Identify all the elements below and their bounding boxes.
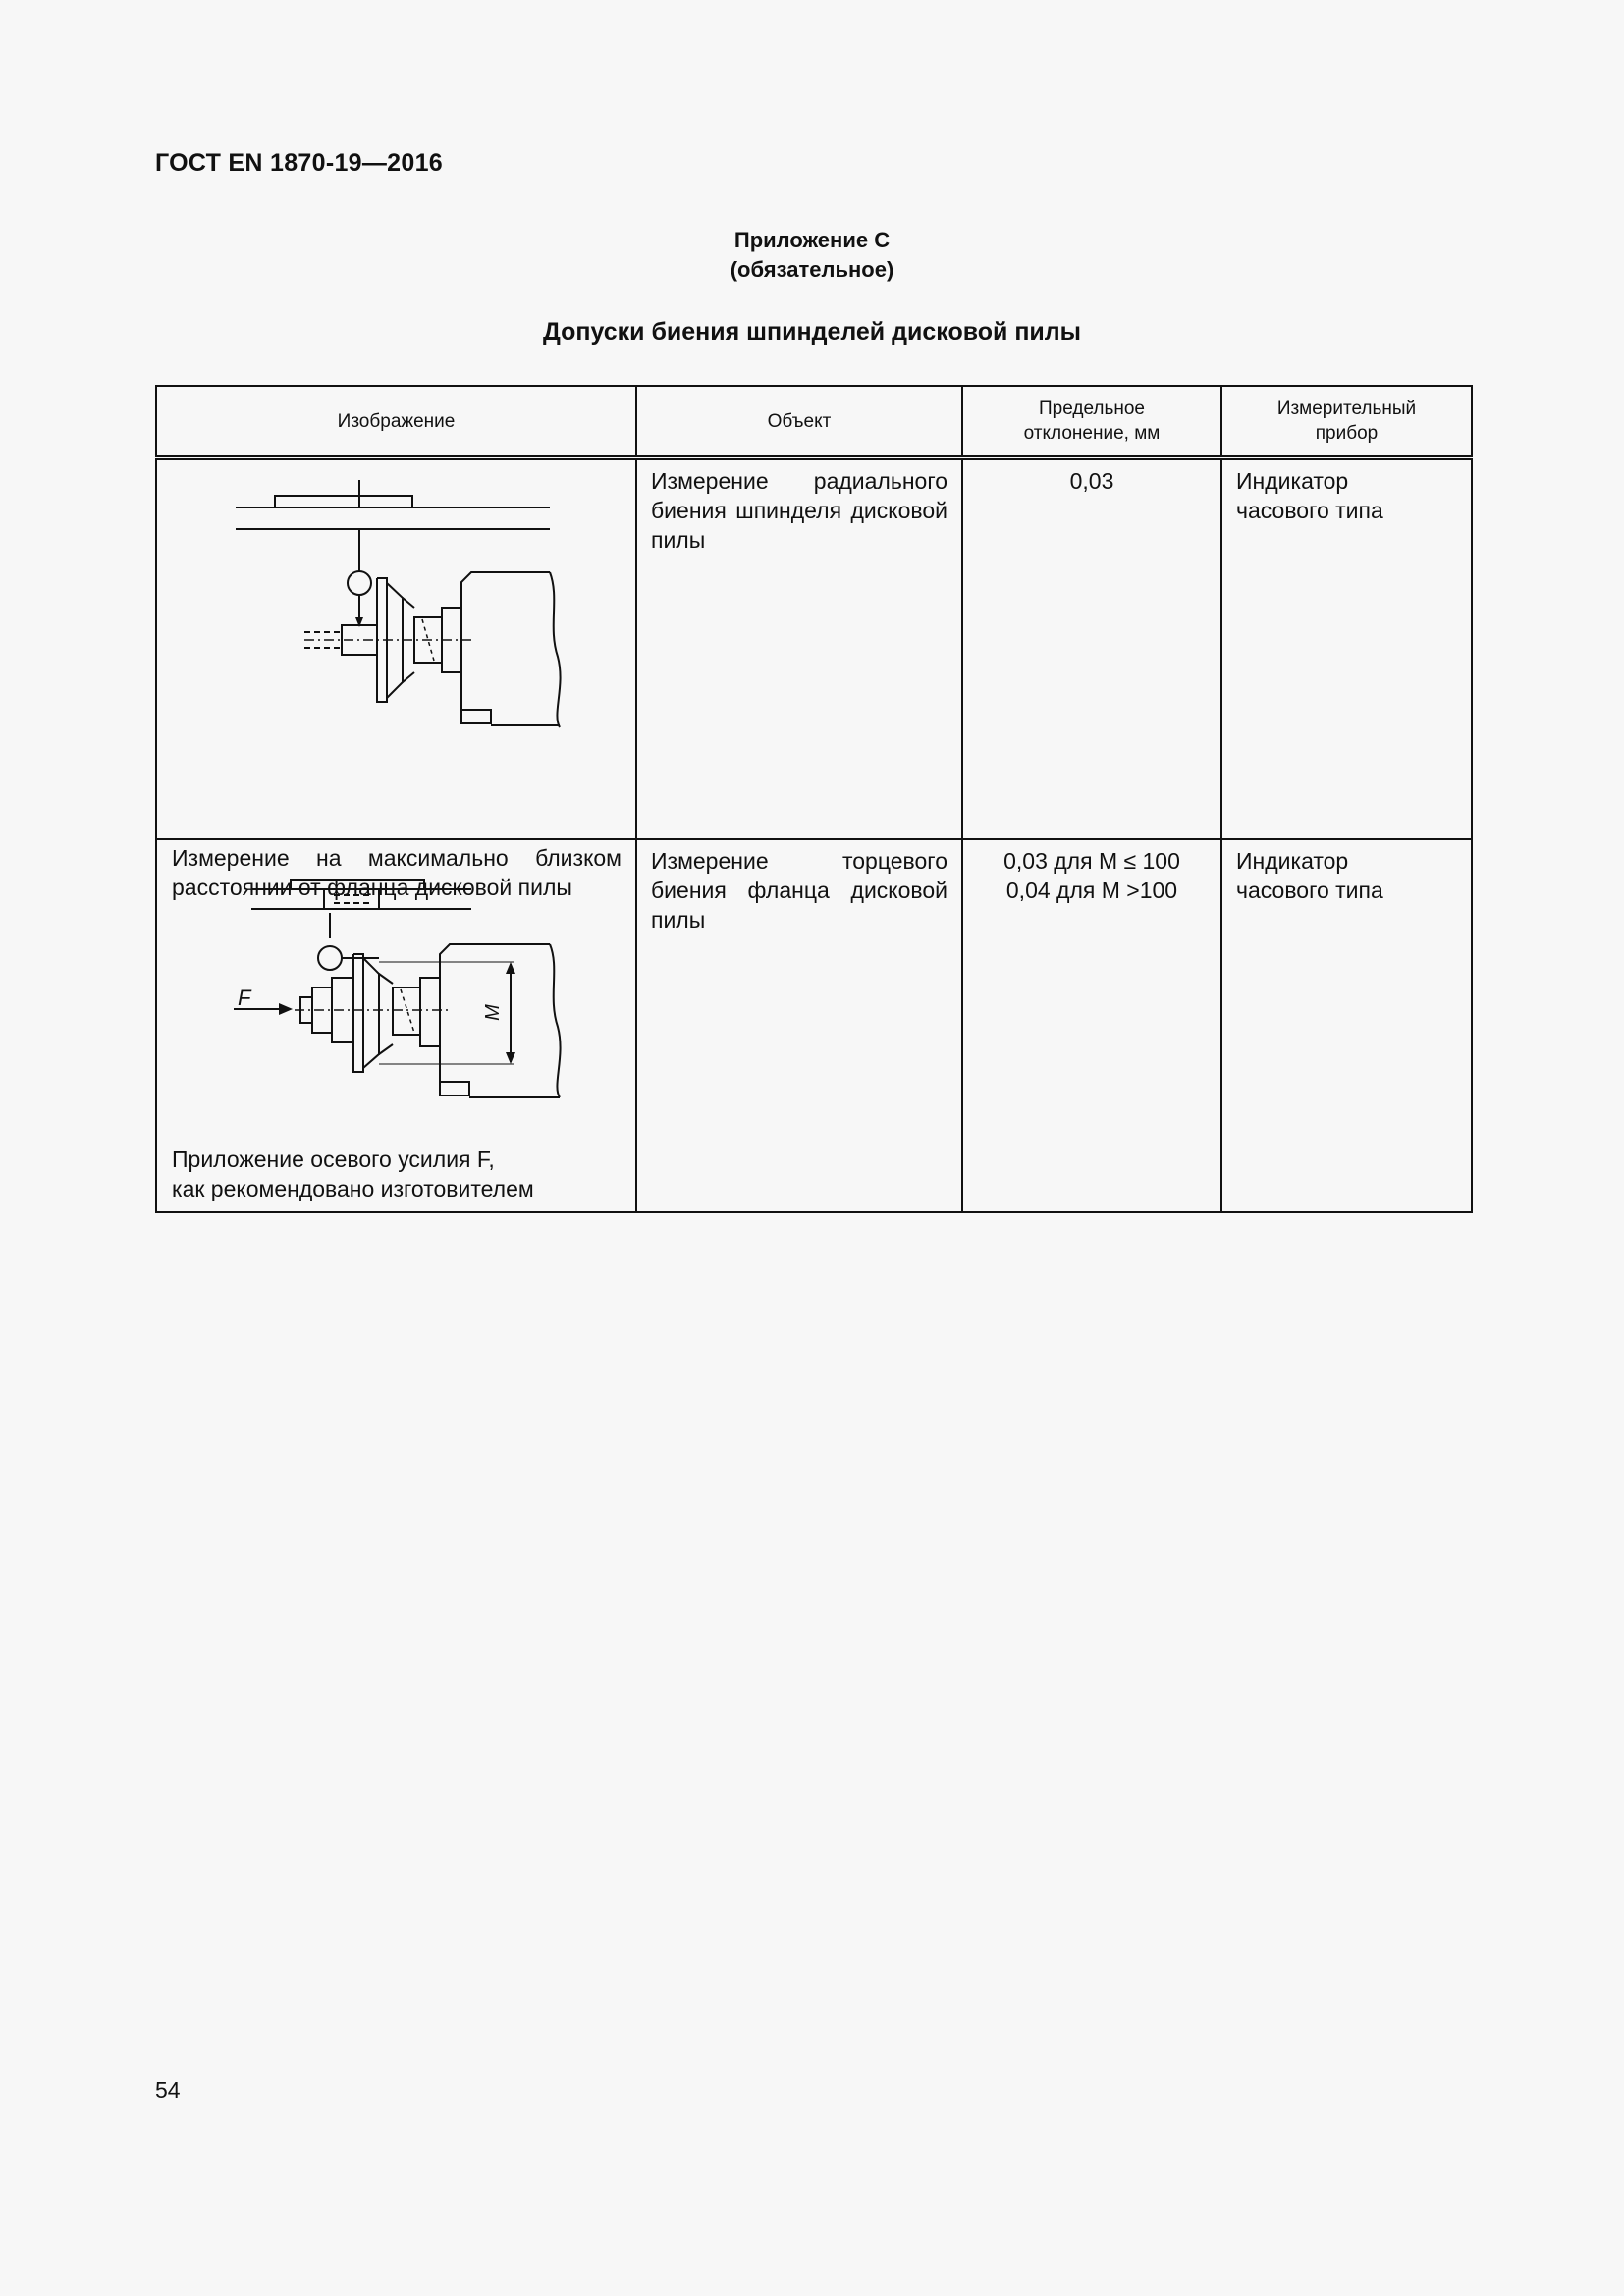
header-deviation-line2: отклонение, мм — [1023, 423, 1161, 444]
row2-image-cell — [156, 839, 636, 1212]
table-header-row — [156, 386, 1472, 458]
row1-caption-line1: Измерение на максимально близком — [172, 845, 622, 871]
header-image — [156, 386, 636, 458]
appendix-heading — [0, 226, 1624, 285]
appendix-title: Приложение С — [733, 228, 891, 252]
table-row — [156, 839, 1472, 1212]
row1-caption-line2: расстоянии от фланца дисковой пилы — [172, 875, 572, 900]
section-title: Допуски биения шпинделей дисковой пилы — [542, 318, 1082, 346]
header-instrument-line1: Измерительный — [1276, 399, 1417, 419]
row2-instrument-cell — [1221, 839, 1472, 1212]
row1-image-cell — [156, 458, 636, 900]
row1-deviation: 0,03 — [1069, 468, 1114, 494]
header-instrument-line2: прибор — [1315, 423, 1379, 444]
row2-instrument: Индикатор часового типа — [1236, 847, 1383, 903]
row2-deviation — [963, 840, 1220, 905]
row2-caption — [172, 1145, 622, 1203]
header-deviation — [962, 386, 1221, 458]
row1-object: Измерение радиального биения шпинделя дисковой пилы — [651, 468, 947, 553]
row2-deviation-line1: 0,03 для M ≤ 100 — [1003, 847, 1180, 874]
page-number: 54 — [155, 2077, 181, 2103]
tolerance-table — [155, 385, 1473, 1213]
row2-deviation-cell — [962, 839, 1221, 1212]
standard-code: ГОСТ EN 1870-19—2016 — [155, 149, 443, 177]
header-instrument — [1221, 386, 1472, 458]
appendix-status: (обязательное) — [730, 257, 894, 282]
table-row — [156, 458, 1472, 839]
force-label: F — [238, 985, 251, 1010]
header-deviation-line1: Предельное — [1038, 399, 1145, 419]
row2-caption-line2: как рекомендовано изготовителем — [172, 1175, 534, 1201]
header-image-label: Изображение — [337, 410, 456, 432]
row2-object: Измерение торцевого биения фланца дисковой пилы — [651, 847, 947, 933]
row1-object-cell — [636, 458, 962, 839]
row2-deviation-line2: 0,04 для M >100 — [1005, 877, 1178, 903]
row1-instrument-cell — [1221, 458, 1472, 839]
radial-runout-diagram — [157, 460, 637, 841]
row1-instrument: Индикатор часового типа — [1236, 468, 1383, 523]
dimension-label: M — [481, 1003, 504, 1021]
row2-object-cell — [636, 839, 962, 1212]
row2-caption-line1: Приложение осевого усилия F, — [172, 1146, 495, 1172]
header-object — [636, 386, 962, 458]
header-object-label: Объект — [767, 410, 832, 432]
row1-deviation-cell — [962, 458, 1221, 839]
